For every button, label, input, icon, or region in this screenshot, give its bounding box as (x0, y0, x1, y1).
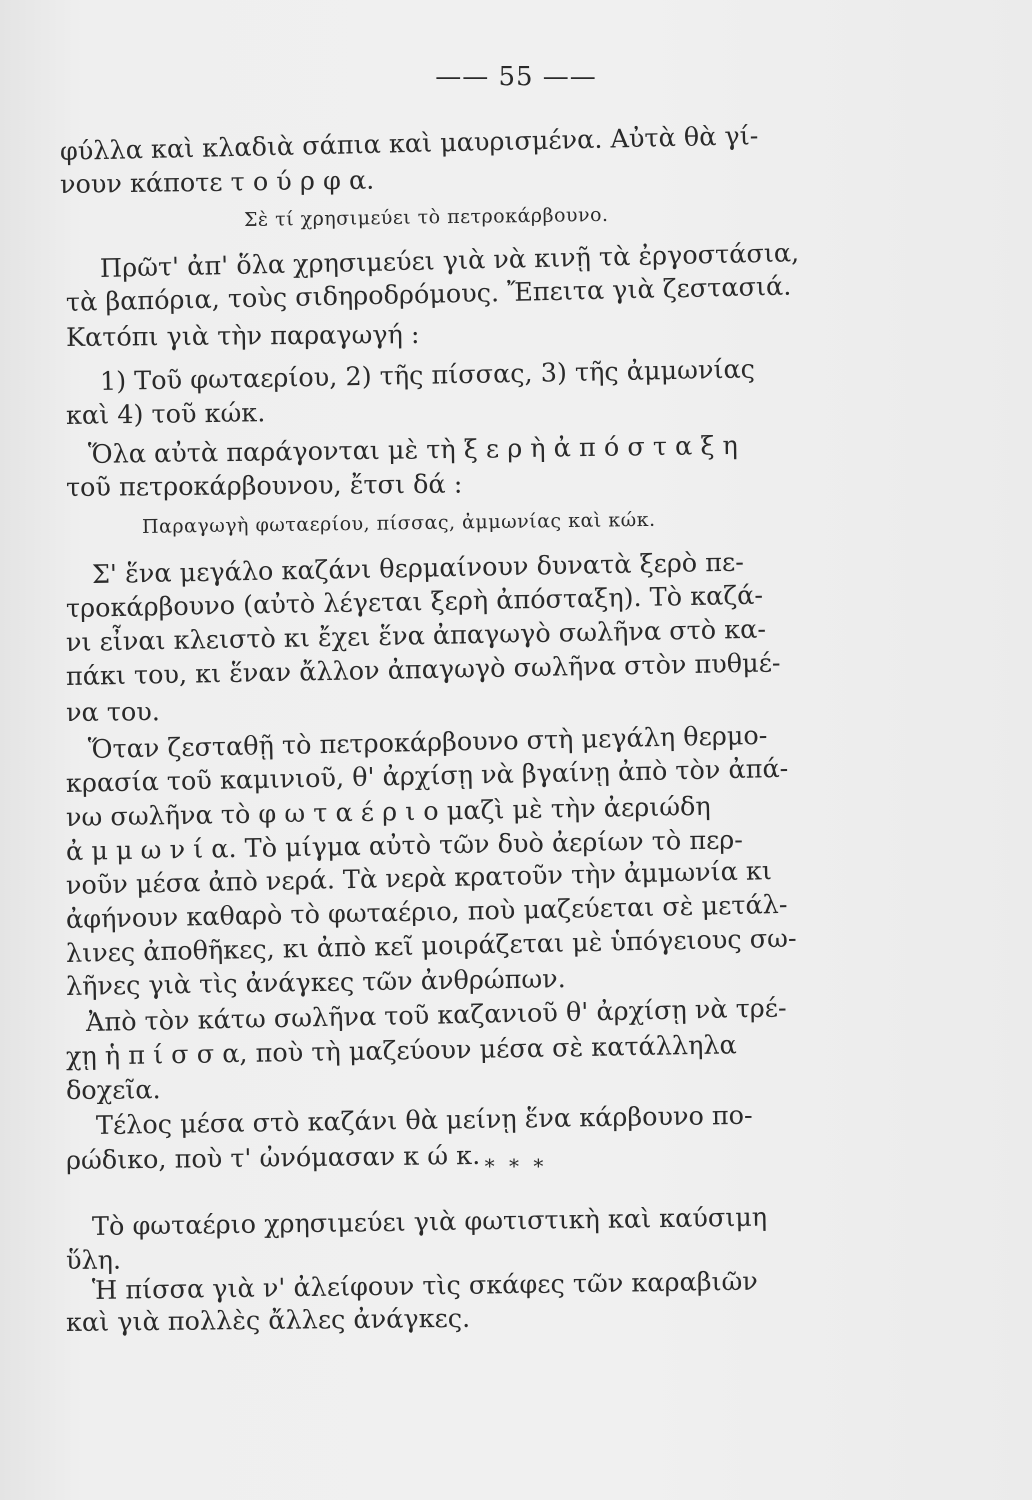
text-line: νω σωλῆνα τὸ φ ω τ α έ ρ ι ο μαζὶ μὲ τὴν ἀεριώδη (65, 791, 711, 833)
text-line: καὶ 4) τοῦ κώκ. (65, 398, 266, 431)
text-line: πάκι του, κι ἕναν ἄλλον ἀπαγωγὸ σωλῆνα στὸν πυθμέ- (65, 648, 781, 692)
text-line: 1) Τοῦ φωταερίου, 2) τῆς πίσσας, 3) τῆς ἀμμωνίας (99, 354, 756, 397)
section-heading: Παραγωγὴ φωταερίου, πίσσας, ἀμμωνίας καὶ κώκ. (141, 508, 656, 538)
text-line: Σ' ἕνα μεγάλο καζάνι θερμαίνουν δυνατὰ ξερὸ πε- (91, 547, 745, 590)
text-line: ρώδικο, ποὺ τ' ὠνόμασαν κ ώ κ. (65, 1140, 481, 1176)
text-line: Τέλος μέσα στὸ καζάνι θὰ μείνῃ ἕνα κάρβουνο πο- (95, 1100, 753, 1141)
text-line: Τὸ φωταέριο χρησιμεύει γιὰ φωτιστικὴ καὶ καύσιμη (91, 1202, 768, 1242)
section-heading: Σὲ τί χρησιμεύει τὸ πετροκάρβουνο. (243, 203, 609, 231)
text-line: λῆνες γιὰ τὶς ἀνάγκες τῶν ἀνθρώπων. (65, 964, 567, 1002)
text-line: νοῦν μέσα ἀπὸ νερά. Τὰ νερὰ κρατοῦν τὴν ἀμμωνία κι (65, 856, 773, 901)
section-separator: * * * (484, 1154, 548, 1178)
text-line: Ὅταν ζεσταθῇ τὸ πετροκάρβουνο στὴ μεγάλη θερμο- (87, 720, 768, 765)
text-line: δοχεῖα. (65, 1075, 161, 1106)
text-line: φύλλα καὶ κλαδιὰ σάπια καὶ μαυρισμένα. Αὐτὰ θὰ γί- (59, 121, 759, 167)
text-line: ἀφήνουν καθαρὸ τὸ φωταέριο, ποὺ μαζεύεται σὲ μετάλ- (65, 889, 788, 935)
text-line: νουν κάποτε τ ο ύ ρ φ α. (59, 165, 375, 200)
text-line: χῃ ἡ π ί σ σ α, ποὺ τὴ μαζεύουν μέσα σὲ κατάλληλα (65, 1030, 737, 1072)
text-line: να του. (65, 697, 161, 728)
text-line: Πρῶτ' ἀπ' ὅλα χρησιμεύει γιὰ νὰ κινῇ τὰ ἐργοστάσια, (99, 238, 800, 284)
text-line: τοῦ πετροκάρβουνου, ἔτσι δά : (65, 469, 463, 503)
text-line: λινες ἀποθῆκες, κι ἀπὸ κεῖ μοιράζεται μὲ ὑπόγειους σω- (65, 923, 797, 969)
text-line: Ἀπὸ τὸν κάτω σωλῆνα τοῦ καζανιοῦ θ' ἀρχίσῃ νὰ τρέ- (85, 993, 787, 1038)
text-line: τροκάρβουνο (αὐτὸ λέγεται ξερὴ ἀπόσταξη). Τὸ καζά- (65, 580, 764, 624)
text-line: Ὅλα αὐτὰ παράγονται μὲ τὴ ξ ε ρ ὴ ἀ π ό σ τ α ξ η (87, 430, 739, 470)
text-line: τὰ βαπόρια, τοὺς σιδηροδρόμους. Ἔπειτα γιὰ ζεστασιά. (65, 271, 792, 318)
text-line: ὕλη. (65, 1245, 122, 1276)
text-line: ἀ μ μ ω ν ί α. Τὸ μίγμα αὐτὸ τῶν δυὸ ἀερίων τὸ περ- (65, 825, 744, 867)
text-line: Ἡ πίσσα γιὰ ν' ἀλείφουν τὶς σκάφες τῶν καραβιῶν (91, 1266, 758, 1306)
text-line: Κατόπι γιὰ τὴν παραγωγή : (65, 319, 420, 353)
page-number: —— 55 —— (435, 62, 597, 92)
text-line: κρασία τοῦ καμινιοῦ, θ' ἀρχίσῃ νὰ βγαίνῃ ἀπὸ τὸν ἀπά- (65, 753, 789, 799)
text-line: νι εἶναι κλειστὸ κι ἔχει ἕνα ἀπαγωγὸ σωλῆνα στὸ κα- (65, 614, 767, 658)
text-line: καὶ γιὰ πολλὲς ἄλλες ἀνάγκες. (65, 1303, 471, 1338)
